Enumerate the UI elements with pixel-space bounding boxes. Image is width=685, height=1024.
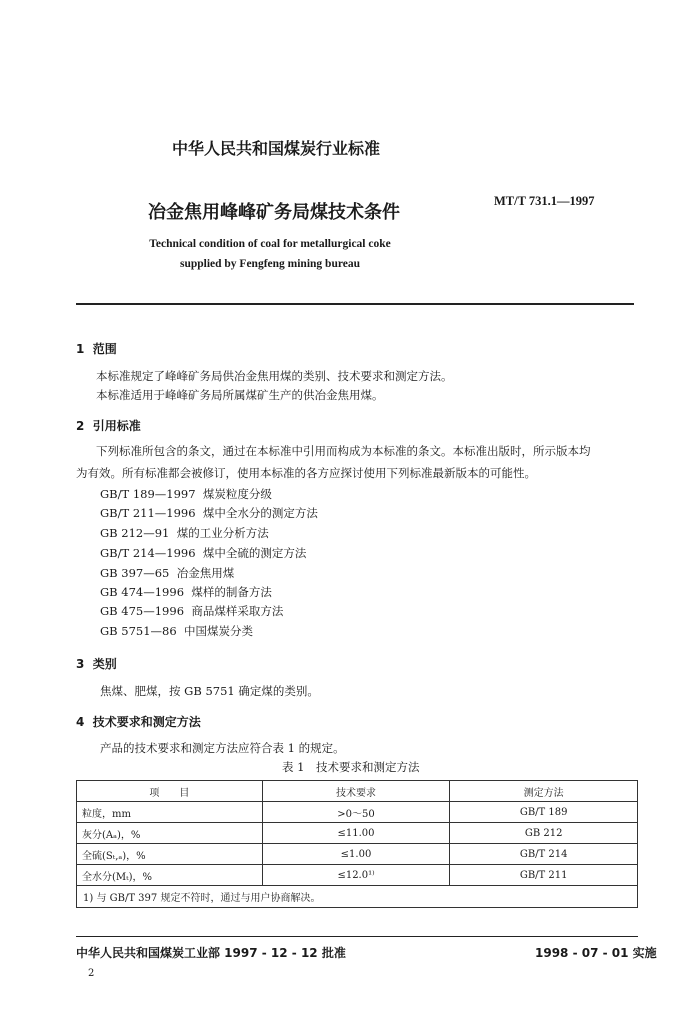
column-header-method: 测定方法: [450, 781, 638, 802]
column-header-requirement: 技术要求: [262, 781, 450, 802]
reference-code: GB 5751—86: [100, 624, 177, 638]
table-cell-requirement: >0～50: [262, 802, 450, 823]
table-cell-item: 粒度，mm: [77, 802, 263, 823]
industry-standard-heading: 中华人民共和国煤炭行业标准: [172, 139, 381, 158]
table-caption: 表 1 技术要求和测定方法: [282, 760, 420, 774]
reference-name: 煤的工业分析方法: [176, 526, 269, 540]
section-1-paragraph-2: 本标准适用于峰峰矿务局所属煤矿生产的供冶金焦用煤。: [96, 388, 384, 402]
table-cell-method: GB 212: [450, 823, 638, 844]
table-cell-item: 全硫(Sₜ,ₐ)，%: [77, 844, 263, 865]
reference-name: 煤中全水分的测定方法: [202, 506, 318, 520]
table-cell-requirement: ≤1.00: [262, 844, 450, 865]
table-cell-method: GB/T 214: [450, 844, 638, 865]
section-4-number: 4: [76, 715, 85, 729]
reference-name: 煤样的制备方法: [191, 585, 272, 599]
table-row: [77, 865, 638, 886]
table-row: [77, 802, 638, 823]
table-cell-requirement: ≤12.0¹⁾: [262, 865, 450, 886]
page-number: 2: [88, 968, 95, 979]
table-footnote: 1) 与 GB/T 397 规定不符时，通过与用户协商解决。: [77, 886, 638, 908]
reference-item: [100, 486, 272, 502]
table-cell-item: 灰分(Aₐ)，%: [77, 823, 263, 844]
reference-item: [100, 545, 306, 561]
table-cell-item: 全水分(Mₜ)，%: [77, 865, 263, 886]
reference-name: 煤炭粒度分级: [202, 487, 272, 501]
section-1-heading: [76, 340, 117, 357]
section-2-heading: [76, 417, 141, 434]
section-3-paragraph: 焦煤、肥煤，按 GB 5751 确定煤的类别。: [100, 684, 319, 698]
reference-item: [100, 565, 234, 581]
table-cell-requirement: ≤11.00: [262, 823, 450, 844]
reference-item: [100, 603, 283, 619]
section-2-title: 引用标准: [92, 419, 141, 433]
header-divider: [76, 303, 634, 305]
reference-code: GB/T 214—1996: [100, 546, 196, 560]
reference-code: GB/T 189—1997: [100, 487, 196, 501]
section-3-heading: [76, 655, 117, 672]
section-3-title: 类别: [92, 657, 117, 671]
table-footnote-row: [77, 886, 638, 908]
reference-name: 冶金焦用煤: [176, 566, 235, 580]
section-4-heading: [76, 713, 201, 730]
reference-item: [100, 525, 269, 541]
reference-name: 商品煤样采取方法: [191, 604, 284, 618]
table-row: [77, 844, 638, 865]
reference-code: GB 475—1996: [100, 604, 185, 618]
standard-code: MT/T 731.1—1997: [494, 194, 595, 208]
section-3-number: 3: [76, 657, 85, 671]
technical-requirements-table: [76, 780, 638, 908]
section-2-paragraph-line-1: 下列标准所包含的条文，通过在本标准中引用而构成为本标准的条文。本标准出版时，所示版本均: [96, 444, 591, 458]
reference-code: GB 474—1996: [100, 585, 185, 599]
standard-title: 冶金焦用峰峰矿务局煤技术条件: [148, 202, 400, 223]
reference-name: 中国煤炭分类: [184, 624, 254, 638]
footer-divider: [76, 936, 638, 937]
section-1-paragraph-1: 本标准规定了峰峰矿务局供冶金焦用煤的类别、技术要求和测定方法。: [96, 369, 453, 383]
reference-item: [100, 505, 318, 521]
section-2-paragraph-line-2: 为有效。所有标准都会被修订，使用本标准的各方应探讨使用下列标准最新版本的可能性。: [76, 466, 536, 480]
approval-line: 中华人民共和国煤炭工业部 1997 - 12 - 12 批准: [76, 946, 346, 960]
table-cell-method: GB/T 189: [450, 802, 638, 823]
implementation-date: 1998 - 07 - 01 实施: [535, 946, 657, 960]
section-4-title: 技术要求和测定方法: [92, 715, 201, 729]
reference-item: [100, 584, 272, 600]
section-1-number: 1: [76, 342, 85, 356]
reference-code: GB 397—65: [100, 566, 170, 580]
section-4-paragraph: 产品的技术要求和测定方法应符合表 1 的规定。: [100, 741, 345, 755]
reference-code: GB/T 211—1996: [100, 506, 196, 520]
table-header-row: [77, 781, 638, 802]
section-1-title: 范围: [92, 342, 117, 356]
table-cell-method: GB/T 211: [450, 865, 638, 886]
english-title-line-1: Technical condition of coal for metallurgical coke: [149, 238, 391, 250]
reference-name: 煤中全硫的测定方法: [202, 546, 307, 560]
section-2-number: 2: [76, 419, 85, 433]
reference-item: [100, 623, 253, 639]
column-header-item: 项 目: [77, 781, 263, 802]
english-title-line-2: supplied by Fengfeng mining bureau: [179, 258, 360, 270]
table-row: [77, 823, 638, 844]
reference-code: GB 212—91: [100, 526, 170, 540]
